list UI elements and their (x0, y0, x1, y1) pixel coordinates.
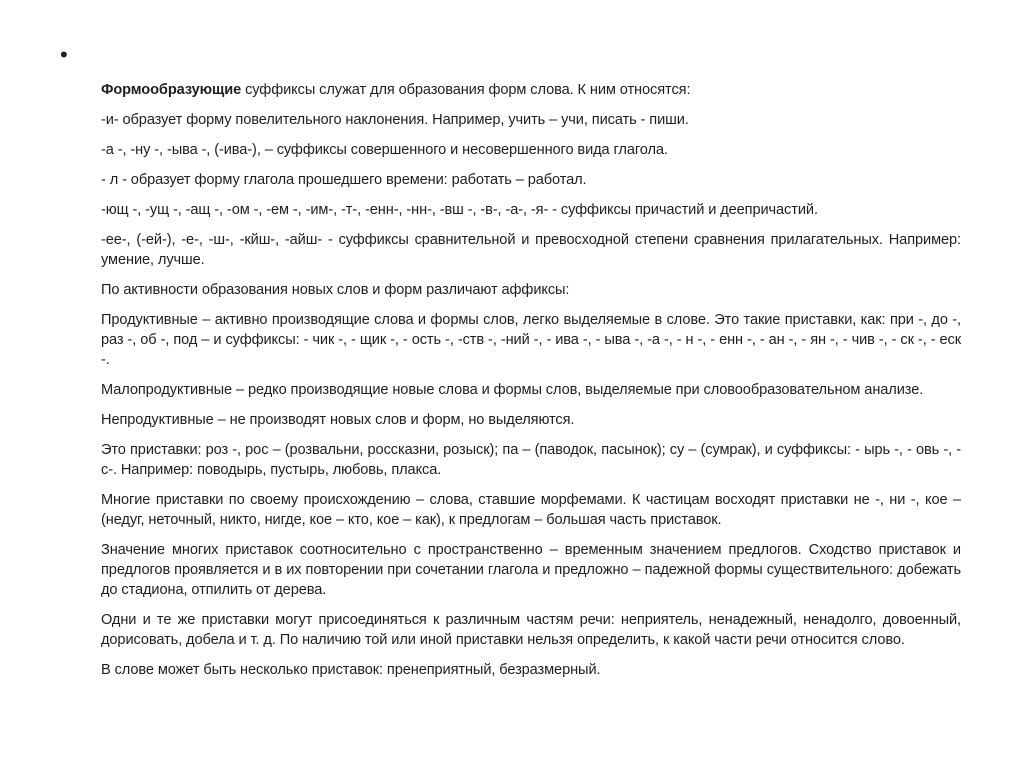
paragraph-comparison-suffixes: -ее-, (-ей-), -е-, -ш-, -кйш-, -айш- - суффиксы сравнительной и превосходной степени сравнения прилагательных. Например: умение, лучше. (101, 232, 961, 268)
paragraph-past-tense-suffix: - л - образует форму глагола прошедшего времени: работать – работал. (101, 172, 587, 188)
paragraph-multiple-prefixes: В слове может быть несколько приставок: пренеприятный, безразмерный. (101, 662, 601, 678)
intro-paragraph (101, 80, 961, 100)
paragraph-imperative-suffix: -и- образует форму повелительного наклонения. Например, учить – учи, писать - пиши. (101, 112, 689, 128)
paragraph-unproductive-examples: Это приставки: роз -, рос – (розвальни, россказни, розыск); па – (паводок, пасынок); су – (сумрак), и суффиксы: - ырь -, - овь -, - с-. Например: поводырь, пустырь, любовь, плакса. (101, 442, 961, 478)
paragraph-aspect-suffixes: -а -, -ну -, -ыва -, (-ива-), – суффиксы совершенного и несовершенного вида глагола. (101, 142, 668, 158)
paragraph-prefix-meaning: Значение многих приставок соотносительно с пространственно – временным значением предлогов. Сходство приставок и предлогов проявляется и в их повторении при сочетании глагола и предложно – падежной формы существительного: добежать до стадиона, отпилить от дерева. (101, 542, 961, 598)
paragraph-participle-suffixes: -ющ -, -ущ -, -ащ -, -ом -, -ем -, -им-, -т-, -енн-, -нн-, -вш -, -в-, -а-, -я- - суффиксы причастий и деепричастий. (101, 202, 818, 218)
slide-bullet: • (60, 42, 68, 67)
paragraph-prefix-origin: Многие приставки по своему происхождению – слова, ставшие морфемами. К частицам восходят приставки не -, ни -, кое – (недуг, неточный, никто, нигде, кое – кто, кое – как), к предлогам – большая часть приставок. (101, 492, 961, 528)
intro-rest: суффиксы служат для образования форм слова. К ним относятся: (241, 82, 691, 98)
paragraph-unproductive: Непродуктивные – не производят новых слов и форм, но выделяются. (101, 412, 575, 428)
paragraph-low-productive: Малопродуктивные – редко производящие новые слова и формы слов, выделяемые при словообразовательном анализе. (101, 382, 924, 398)
slide-text-body (101, 80, 961, 690)
paragraph-affix-activity: По активности образования новых слов и форм различают аффиксы: (101, 282, 570, 298)
paragraph-prefix-parts-of-speech: Одни и те же приставки могут присоединяться к различным частям речи: неприятель, ненадежный, ненадолго, довоенный, дорисовать, добела и т. д. По наличию той или иной приставки нельзя определить, к какой части речи относится слово. (101, 612, 961, 648)
paragraph-productive: Продуктивные – активно производящие слова и формы слов, легко выделяемые в слове. Это такие приставки, как: при -, до -, раз -, об -, под – и суффиксы: - чик -, - щик -, - ость -, -ств -, -ний -, - ива -, - ыва -, -а -, - н -, - енн -, - ан -, - ян -, - чив -, - ск -, - еск -. (101, 312, 961, 368)
intro-term: Формообразующие (101, 82, 242, 98)
